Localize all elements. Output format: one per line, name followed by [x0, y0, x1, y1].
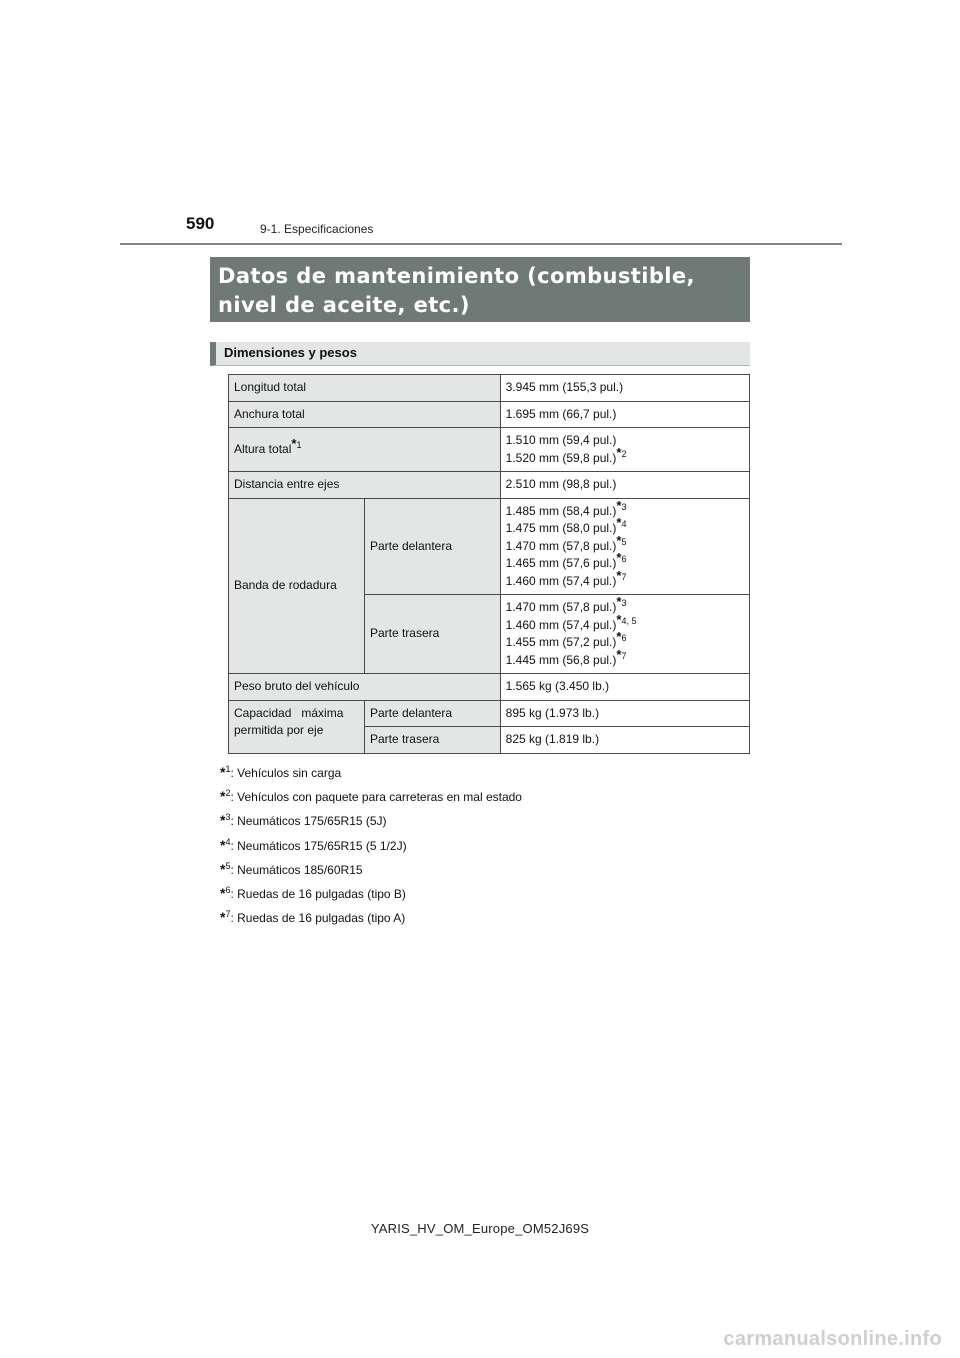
footnote-number: 1 — [225, 764, 231, 774]
footnote-ref-number: 7 — [621, 571, 627, 582]
value-line — [505, 646, 744, 670]
asterisk-icon: * — [220, 860, 226, 877]
value-text: 1.445 mm (56,8 pul.) — [505, 652, 617, 667]
row-value: 1.565 kg (3.450 lb.) — [500, 674, 749, 701]
watermark: carmanualsonline.info — [723, 1328, 942, 1350]
asterisk-icon: * — [616, 567, 622, 583]
page-title — [210, 257, 750, 322]
footnote-ref — [616, 532, 627, 548]
title-line-2: nivel de aceite, etc.) — [218, 293, 470, 317]
row-value: 3.945 mm (155,3 pul.) — [500, 375, 749, 402]
specs-table — [228, 374, 750, 754]
value-text: 1.520 mm (59,8 pul.) — [505, 450, 617, 465]
table-row — [229, 674, 750, 701]
title-line-1: Datos de mantenimiento (combustible, — [218, 264, 695, 288]
footnote-ref-number: 3 — [621, 501, 627, 512]
table-row — [229, 472, 750, 499]
footnote-ref — [616, 444, 627, 460]
value-line — [505, 594, 744, 617]
row-sublabel: Parte trasera — [364, 595, 500, 674]
value-text: 1.485 mm (58,4 pul.) — [505, 503, 617, 518]
footnote-ref — [616, 550, 627, 565]
footnote-item — [220, 762, 522, 786]
row-label: Distancia entre ejes — [229, 472, 501, 499]
value-text: 1.460 mm (57,4 pul.) — [505, 617, 617, 632]
value-line — [505, 444, 744, 468]
footnote-ref — [616, 594, 627, 609]
asterisk-icon: * — [220, 764, 226, 780]
value-line — [505, 515, 744, 538]
footnote-ref-number: 1 — [296, 439, 302, 450]
row-label: Anchura total — [229, 401, 501, 428]
value-line — [505, 567, 744, 591]
page-number: 590 — [186, 214, 215, 233]
footnote-ref — [616, 497, 627, 513]
footnote-ref — [291, 435, 302, 451]
value-line — [505, 550, 744, 573]
row-value: 2.510 mm (98,8 pul.) — [500, 472, 749, 499]
footnote-item — [220, 907, 522, 931]
row-label: Peso bruto del vehículo — [229, 674, 501, 701]
footnote-text: : Neumáticos 175/65R15 (5J) — [230, 814, 387, 829]
footnote-ref-number: 7 — [621, 650, 627, 661]
row-value: 1.695 mm (66,7 pul.) — [500, 401, 749, 428]
label-text: Altura total — [234, 441, 292, 456]
footnote-number: 2 — [225, 788, 231, 799]
value-text: 1.455 mm (57,2 pul.) — [505, 635, 617, 649]
label-line: permitida por eje — [234, 723, 324, 737]
footnote-text: : Vehículos con paquete para carreteras en mal estado — [230, 790, 522, 805]
asterisk-icon: * — [616, 550, 622, 565]
footnote-ref — [616, 646, 627, 662]
value-line — [505, 629, 744, 652]
row-label: Longitud total — [229, 375, 501, 402]
table-row — [229, 700, 750, 727]
row-value — [500, 428, 749, 472]
section-subheading: Dimensiones y pesos — [210, 342, 750, 366]
footnote-number: 6 — [225, 884, 231, 895]
footnote-ref-number: 4, 5 — [621, 615, 637, 626]
asterisk-icon: * — [220, 884, 226, 901]
asterisk-icon: * — [616, 629, 622, 644]
asterisk-icon: * — [616, 532, 622, 548]
footnote-ref-number: 4 — [621, 519, 627, 529]
label-line: Capacidad máxima — [234, 705, 344, 720]
footnote-item — [220, 859, 522, 883]
asterisk-icon: * — [616, 646, 622, 662]
value-line — [505, 611, 744, 635]
row-value — [500, 595, 749, 674]
footnote-ref-number: 2 — [621, 448, 627, 459]
document-code: YARIS_HV_OM_Europe_OM52J69S — [370, 1221, 590, 1236]
value-text: 1.470 mm (57,8 pul.) — [505, 538, 617, 553]
row-label — [229, 428, 501, 472]
footnote-ref-number: 6 — [621, 554, 627, 564]
asterisk-icon: * — [291, 435, 297, 451]
footnote-text: : Ruedas de 16 pulgadas (tipo B) — [230, 886, 406, 901]
footnote-number: 4 — [225, 836, 231, 847]
footnote-ref-number: 3 — [621, 598, 627, 608]
footnote-item — [220, 810, 522, 834]
footnote-text: : Ruedas de 16 pulgadas (tipo A) — [230, 911, 406, 926]
row-sublabel: Parte delantera — [364, 498, 500, 595]
footnote-item — [220, 786, 522, 810]
asterisk-icon: * — [220, 812, 226, 829]
footnotes — [220, 762, 522, 931]
asterisk-icon: * — [616, 611, 622, 627]
footnote-number: 5 — [225, 860, 231, 871]
value-text: 1.475 mm (58,0 pul.) — [505, 521, 617, 535]
value-line: 1.510 mm (59,4 pul.) — [505, 433, 617, 447]
row-value: 825 kg (1.819 lb.) — [500, 727, 749, 754]
footnote-number: 3 — [225, 812, 231, 823]
asterisk-icon: * — [616, 594, 622, 609]
footnote-text: : Neumáticos 185/60R15 — [230, 862, 363, 877]
footnote-ref — [616, 611, 637, 627]
asterisk-icon: * — [220, 836, 226, 853]
footnote-ref — [616, 515, 627, 530]
table-row — [229, 401, 750, 428]
row-label: Banda de rodadura — [229, 498, 365, 674]
footnote-item — [220, 883, 522, 907]
table-row — [229, 498, 750, 595]
row-value — [500, 498, 749, 595]
value-text: 1.470 mm (57,8 pul.) — [505, 600, 617, 614]
footnote-item — [220, 835, 522, 859]
asterisk-icon: * — [616, 497, 622, 513]
table-row — [229, 375, 750, 402]
asterisk-icon: * — [220, 909, 226, 926]
value-line — [505, 532, 744, 556]
footnote-ref-number: 5 — [621, 536, 627, 547]
footnote-number: 7 — [225, 909, 231, 920]
row-sublabel: Parte trasera — [364, 727, 500, 754]
section-label: 9-1. Especificaciones — [260, 222, 374, 236]
asterisk-icon: * — [220, 788, 226, 805]
value-line — [505, 497, 744, 521]
header-divider — [120, 243, 842, 245]
footnote-ref-number: 6 — [621, 633, 627, 643]
row-value: 895 kg (1.973 lb.) — [500, 700, 749, 727]
asterisk-icon: * — [616, 444, 622, 460]
footnote-text: : Vehículos sin carga — [230, 766, 342, 780]
footnote-text: : Neumáticos 175/65R15 (5 1/2J) — [230, 838, 407, 853]
footnote-ref — [616, 567, 627, 583]
footnote-ref — [616, 629, 627, 644]
table-row — [229, 428, 750, 472]
row-label — [229, 700, 365, 753]
row-sublabel: Parte delantera — [364, 700, 500, 727]
value-text: 1.460 mm (57,4 pul.) — [505, 573, 617, 588]
asterisk-icon: * — [616, 515, 622, 530]
value-text: 1.465 mm (57,6 pul.) — [505, 556, 617, 570]
